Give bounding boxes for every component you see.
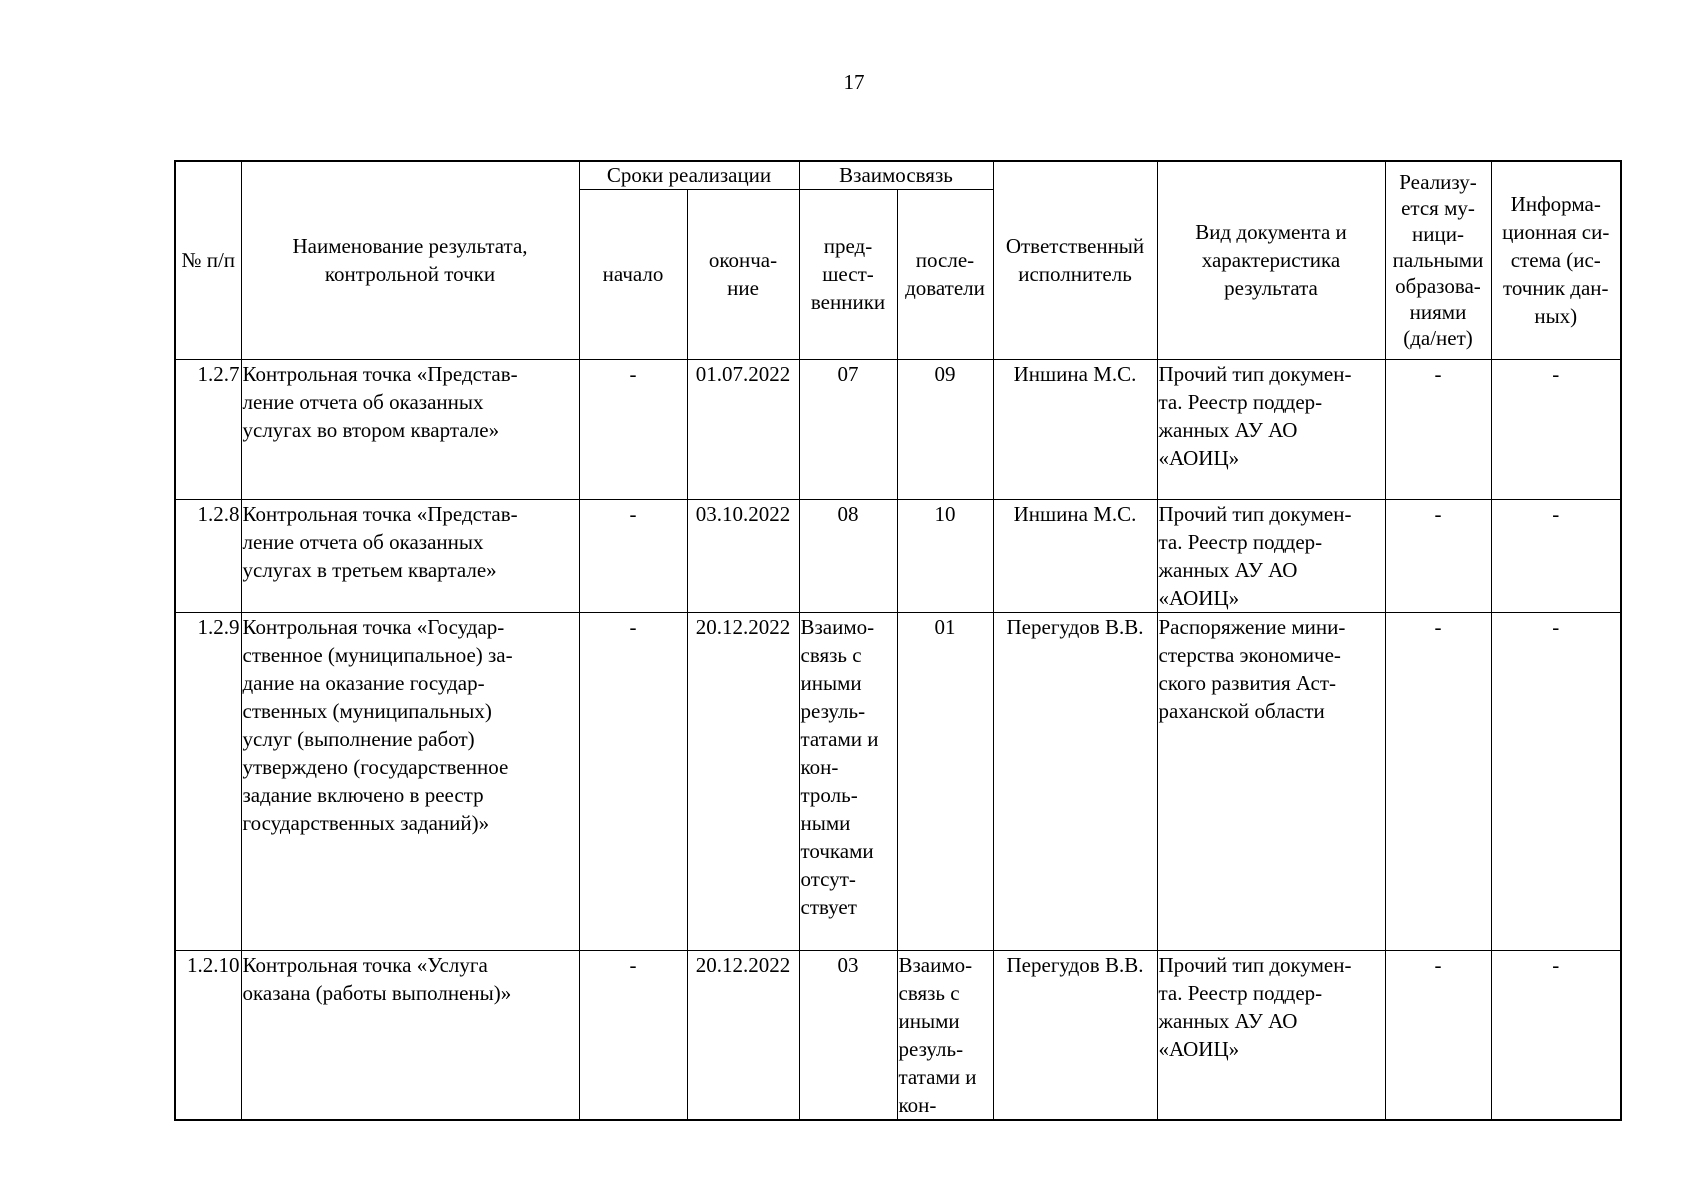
header-name: Наименование результата, контрольной точки <box>241 161 579 359</box>
row-document: Прочий тип докумен- та. Реестр поддер- жанных АУ АО «АОИЦ» <box>1157 950 1385 1120</box>
row-start: - <box>579 499 687 612</box>
row-number: 1.2.8 <box>175 499 241 612</box>
row-number: 1.2.9 <box>175 612 241 950</box>
table-row <box>175 359 1621 499</box>
row-successors: 01 <box>897 612 993 950</box>
header-link: Взаимосвязь <box>799 161 993 189</box>
row-document: Прочий тип докумен- та. Реестр поддер- жанных АУ АО «АОИЦ» <box>1157 359 1385 499</box>
row-municipal: - <box>1385 499 1491 612</box>
header-terms: Сроки реализации <box>579 161 799 189</box>
row-number: 1.2.7 <box>175 359 241 499</box>
row-name: Контрольная точка «Государ- ственное (муниципальное) за- дание на оказание государ- ственных (муниципальных) услуг (выполнение работ) утверждено (государственное задание включено в реестр государственных заданий)» <box>241 612 579 950</box>
row-number: 1.2.10 <box>175 950 241 1120</box>
row-predecessors: 03 <box>799 950 897 1120</box>
row-document: Прочий тип докумен- та. Реестр поддер- жанных АУ АО «АОИЦ» <box>1157 499 1385 612</box>
row-predecessors: Взаимо- связь с иными резуль- татами и кон- троль- ными точками отсут- ствует <box>799 612 897 950</box>
header-pred: пред- шест- венники <box>799 189 897 359</box>
row-executor: Перегудов В.В. <box>993 950 1157 1120</box>
row-predecessors: 07 <box>799 359 897 499</box>
table-row <box>175 499 1621 612</box>
table-header <box>175 161 1621 359</box>
row-predecessors: 08 <box>799 499 897 612</box>
row-info-system: - <box>1491 950 1621 1120</box>
header-mun: Реализу- ется му- ници- пальными образова- ниями (да/нет) <box>1385 161 1491 359</box>
row-successors: 10 <box>897 499 993 612</box>
row-executor: Иншина М.С. <box>993 499 1157 612</box>
row-start: - <box>579 612 687 950</box>
page-number: 17 <box>843 70 865 94</box>
row-successors: Взаимо- связь с иными резуль- татами и кон- <box>897 950 993 1120</box>
row-municipal: - <box>1385 359 1491 499</box>
row-document: Распоряжение мини- стерства экономиче- ского развития Аст- раханской области <box>1157 612 1385 950</box>
row-info-system: - <box>1491 359 1621 499</box>
row-info-system: - <box>1491 499 1621 612</box>
row-name: Контрольная точка «Представ- ление отчета об оказанных услугах в третьем квартале» <box>241 499 579 612</box>
plan-table <box>174 160 1622 1121</box>
row-end: 03.10.2022 <box>687 499 799 612</box>
header-exec: Ответственный исполнитель <box>993 161 1157 359</box>
row-name: Контрольная точка «Представ- ление отчета об оказанных услугах во втором квартале» <box>241 359 579 499</box>
header-start: начало <box>579 189 687 359</box>
row-end: 20.12.2022 <box>687 950 799 1120</box>
header-succ: после- дователи <box>897 189 993 359</box>
row-municipal: - <box>1385 612 1491 950</box>
header-num: № п/п <box>175 161 241 359</box>
row-successors: 09 <box>897 359 993 499</box>
row-info-system: - <box>1491 612 1621 950</box>
row-end: 20.12.2022 <box>687 612 799 950</box>
row-executor: Иншина М.С. <box>993 359 1157 499</box>
row-municipal: - <box>1385 950 1491 1120</box>
row-executor: Перегудов В.В. <box>993 612 1157 950</box>
header-sys: Информа- ционная си- стема (ис- точник дан- ных) <box>1491 161 1621 359</box>
row-start: - <box>579 950 687 1120</box>
header-doc: Вид документа и характеристика результата <box>1157 161 1385 359</box>
row-name: Контрольная точка «Услуга оказана (работы выполнены)» <box>241 950 579 1120</box>
table-row <box>175 950 1621 1120</box>
row-end: 01.07.2022 <box>687 359 799 499</box>
table-body <box>175 359 1621 1120</box>
row-start: - <box>579 359 687 499</box>
table-row <box>175 612 1621 950</box>
header-end: оконча- ние <box>687 189 799 359</box>
